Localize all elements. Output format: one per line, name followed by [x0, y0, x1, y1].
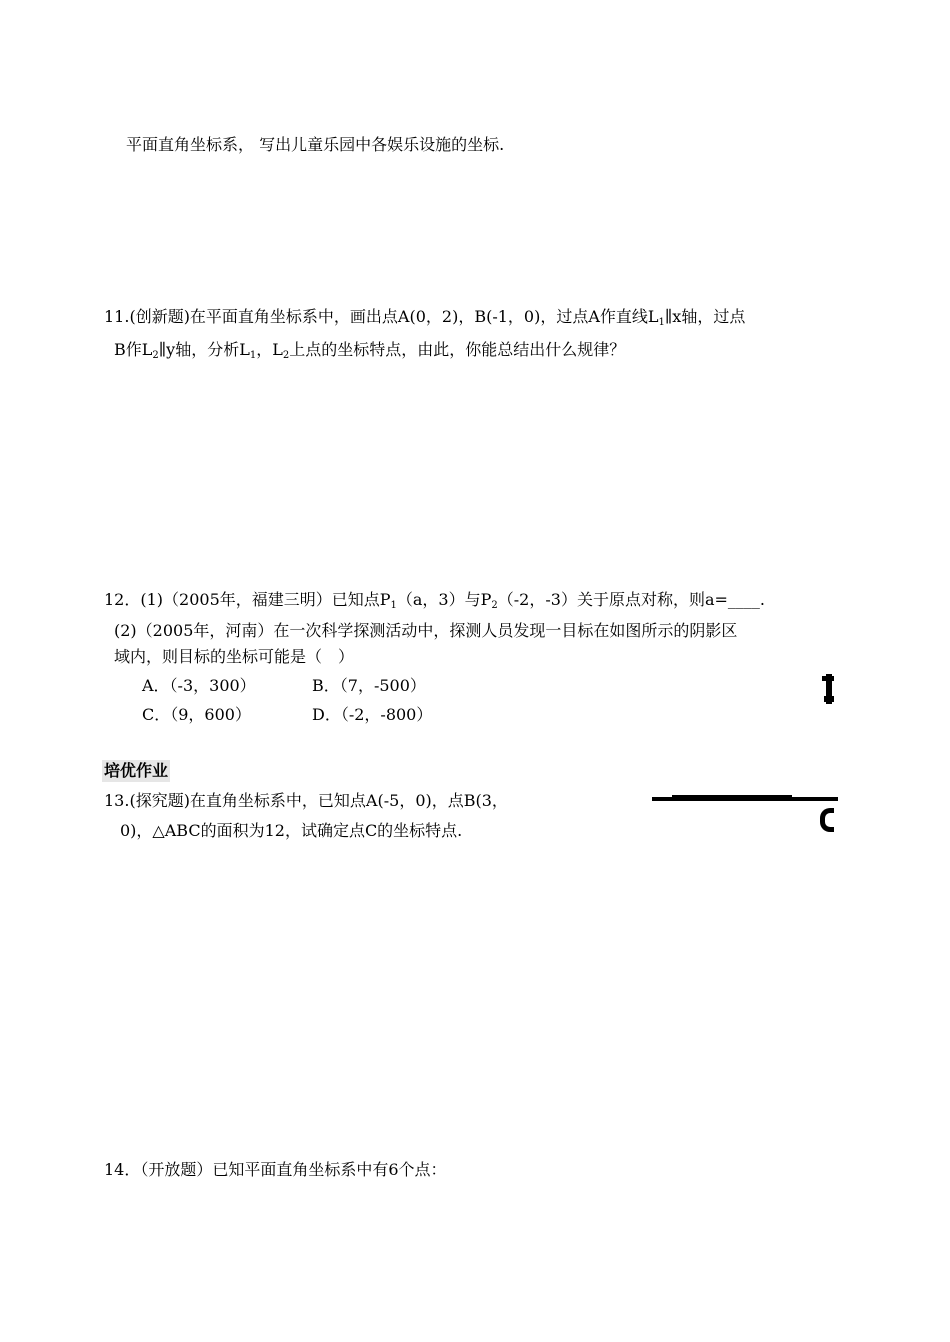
q12-line2: (2)（2005年，河南）在一次科学探测活动中，探测人员发现一目标在如图所示的阴影区	[114, 621, 738, 640]
q12-option-b: B．（7，-500）	[312, 676, 426, 695]
q12-option-d: D．（-2，-800）	[312, 705, 433, 724]
q14-line1: 14．（开放题）已知平面直角坐标系中有6个点：	[104, 1160, 447, 1179]
q11-line1: 11.(创新题)在平面直角坐标系中，画出点A(0，2)，B(-1，0)，过点A作直线$L_1\parallel x$轴，过点	[104, 307, 746, 328]
section-heading: 培优作业	[104, 761, 169, 780]
figure-fragment-q13	[652, 792, 838, 838]
q12-line1: 12．(1)（2005年，福建三明）已知点$P_1(a$，3）与$P_2(-2$，-3）关于原点对称，则a=____.	[104, 590, 765, 611]
q12-line3: 域内，则目标的坐标可能是（ ）	[114, 647, 355, 666]
intro-line: 平面直角坐标系， 写出儿童乐园中各娱乐设施的坐标.	[126, 135, 505, 154]
q11-line2: B作$L_2\parallel y$轴，分析$L_1$，$L_2$上点的坐标特点，由此，你能总结出什么规律？	[114, 340, 626, 361]
q13-line2: 0)，△ABC的面积为12，试确定点C的坐标特点.	[120, 821, 463, 840]
q12-option-c: C．（9，600）	[142, 705, 251, 724]
q13-line1: 13.(探究题)在直角坐标系中，已知点A(-5，0)，点B(3，	[104, 791, 508, 810]
q12-option-a: A．（-3，300）	[142, 676, 256, 695]
figure-fragment-q12	[822, 672, 836, 706]
